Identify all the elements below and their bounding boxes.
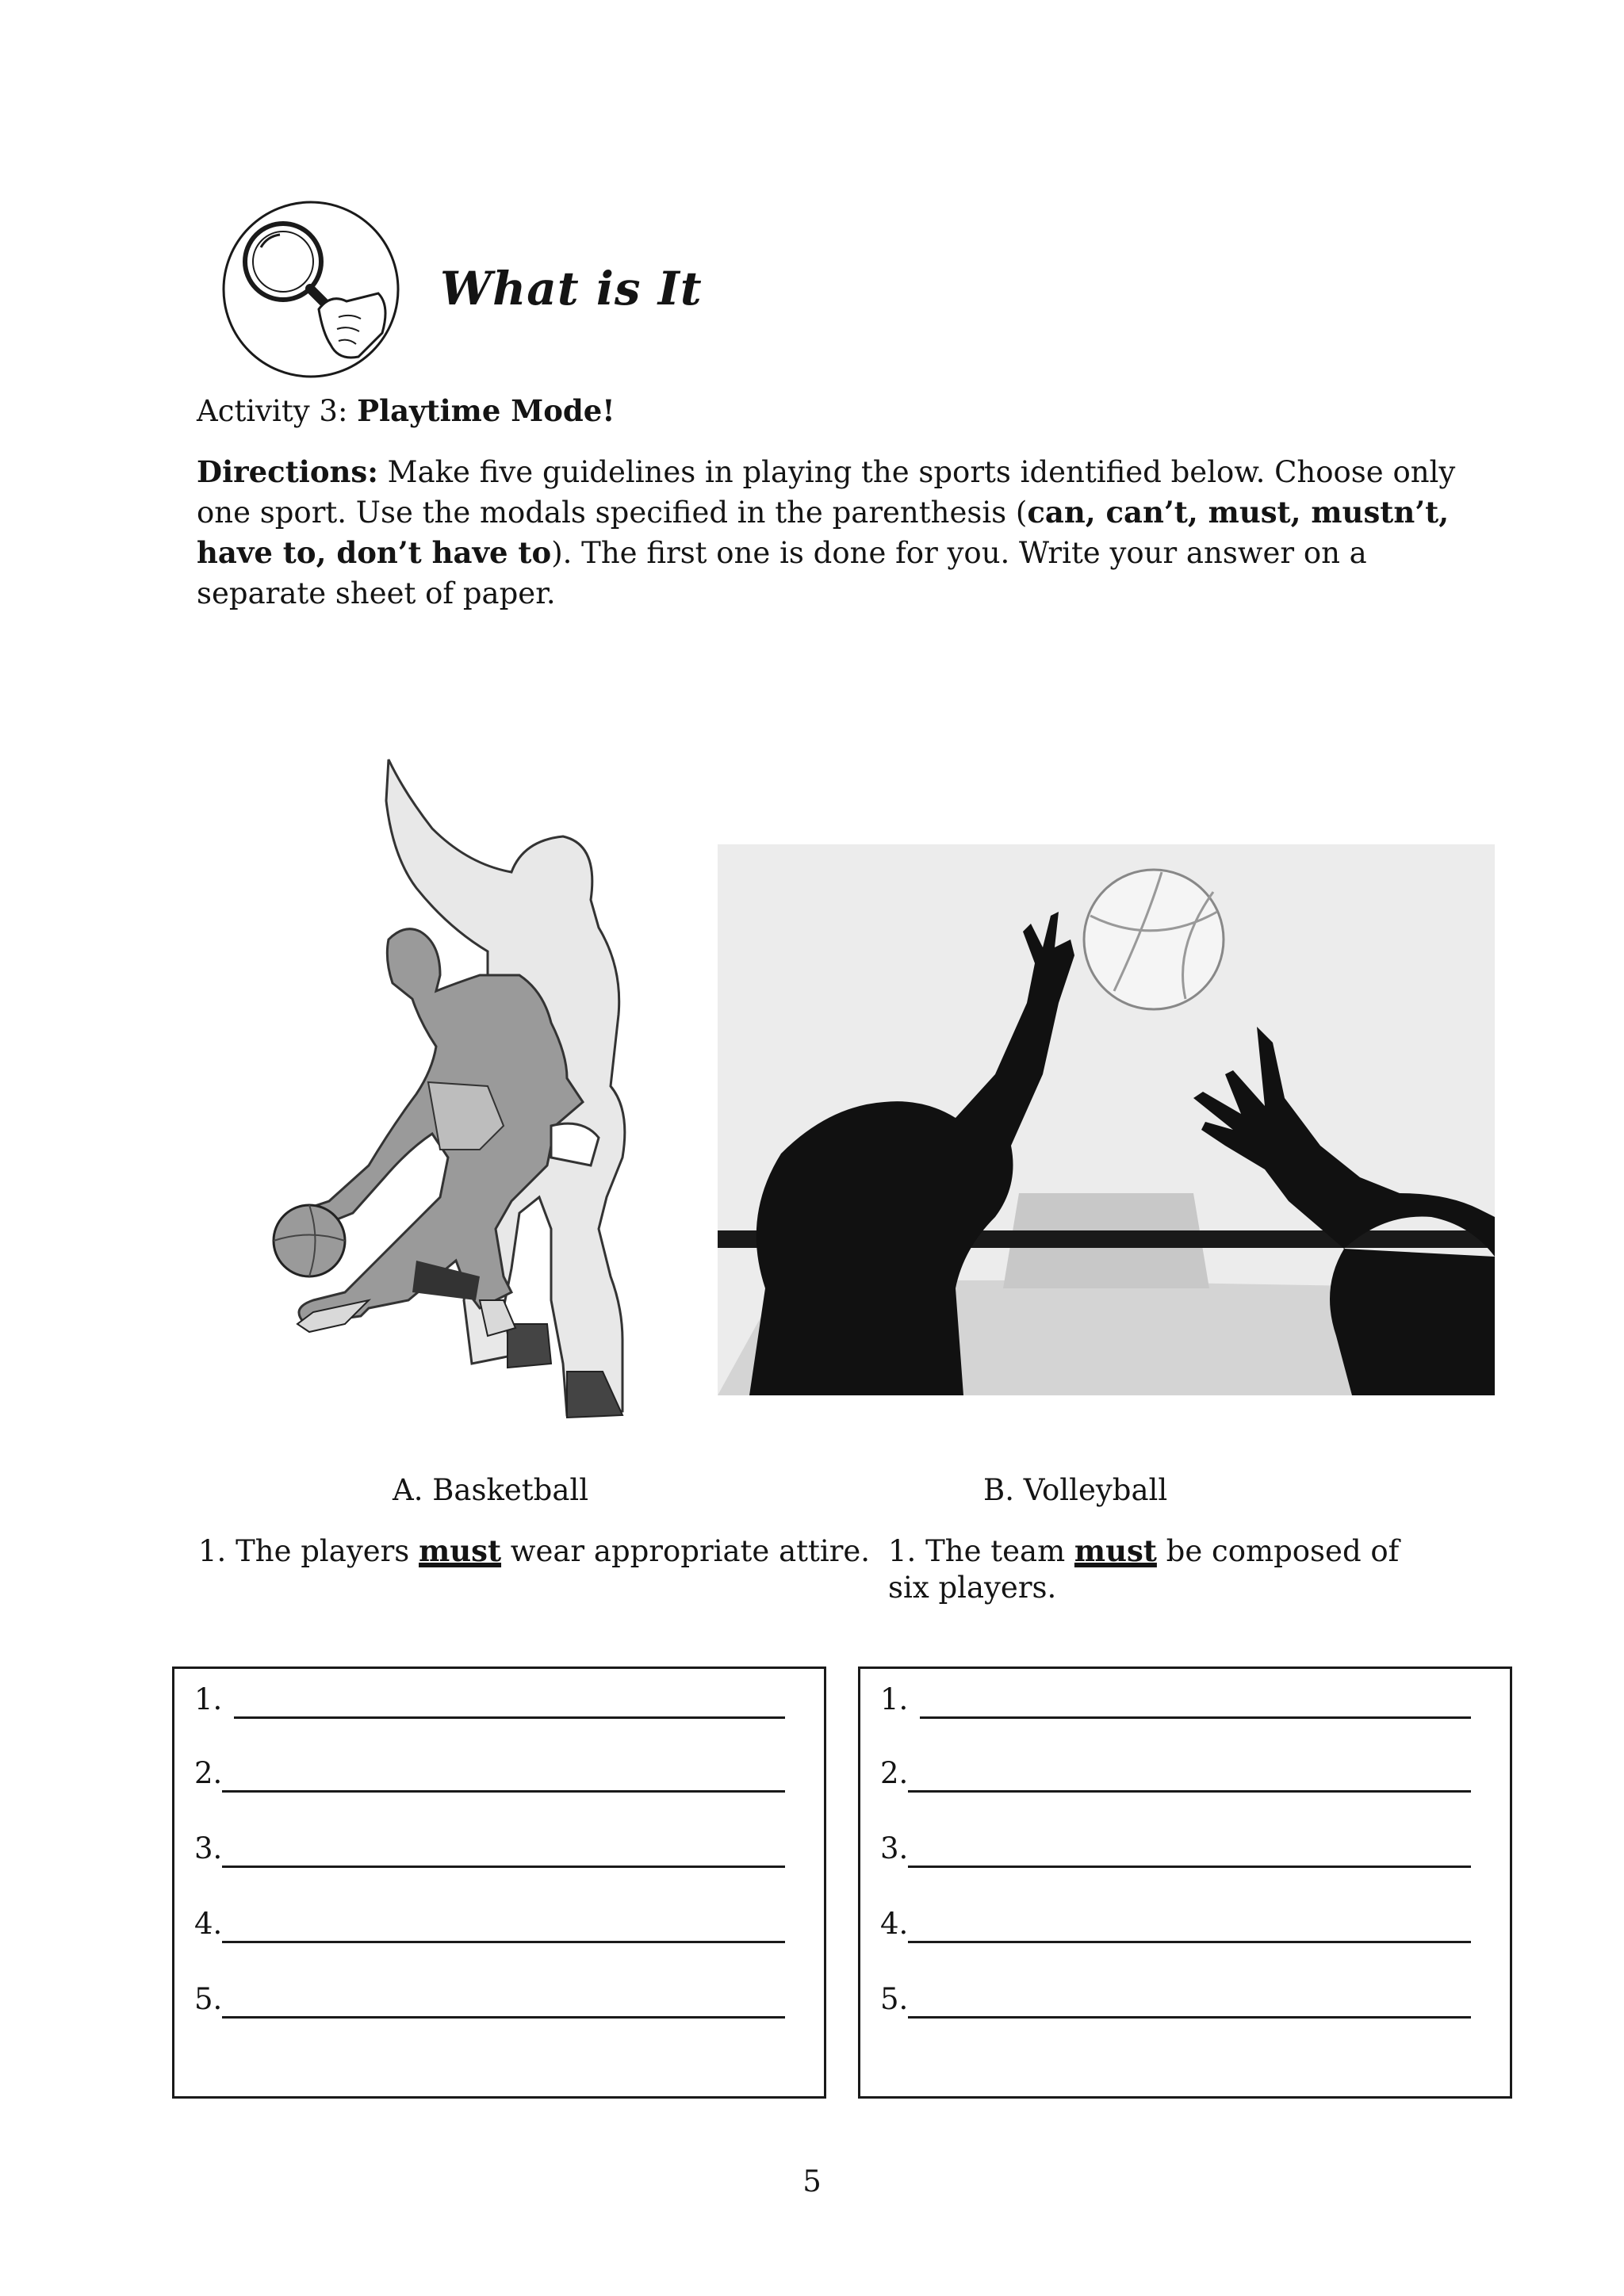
directions-line-4: separate sheet of paper. <box>197 576 556 610</box>
activity-heading <box>197 393 615 428</box>
answer-line[interactable] <box>222 1790 785 1793</box>
answer-line[interactable] <box>222 1866 785 1868</box>
example-basketball: 1. The players must wear appropriate attire. <box>198 1533 871 1568</box>
modal-must: must <box>419 1533 502 1568</box>
directions-line-1: Directions: Make five guidelines in playing the sports identified below. Choose only <box>197 454 1456 489</box>
answer-number: 5. <box>194 1982 223 2016</box>
caption-basketball: A. Basketball <box>393 1473 589 1507</box>
answer-number: 4. <box>880 1907 909 1941</box>
answer-line[interactable] <box>908 1866 1471 1868</box>
answer-number: 1. <box>880 1682 909 1716</box>
directions <box>197 452 1465 614</box>
caption-volleyball: B. Volleyball <box>983 1473 1168 1507</box>
answer-number: 3. <box>194 1831 223 1866</box>
basketball-illustration <box>250 753 662 1427</box>
answer-line[interactable] <box>222 1941 785 1943</box>
activity-name: Playtime Mode! <box>357 393 615 428</box>
answer-box-basketball <box>172 1667 826 2099</box>
magnifying-glass-icon <box>220 198 402 381</box>
answer-line[interactable] <box>222 2016 785 2019</box>
answer-number: 2. <box>880 1756 909 1790</box>
directions-line-2: one sport. Use the modals specified in the parenthesis (can, can’t, must, mustn’t, <box>197 495 1450 530</box>
answer-line[interactable] <box>908 2016 1471 2019</box>
answer-number: 4. <box>194 1907 223 1941</box>
answer-line[interactable] <box>234 1716 785 1719</box>
answer-number: 3. <box>880 1831 909 1866</box>
answer-number: 2. <box>194 1756 223 1790</box>
answer-line[interactable] <box>908 1790 1471 1793</box>
volleyball-photo <box>718 844 1495 1395</box>
section-title: What is It <box>440 262 703 316</box>
directions-line-3: have to, don’t have to). The first one is done for you. Write your answer on a <box>197 535 1367 570</box>
answer-box-volleyball <box>858 1667 1512 2099</box>
modal-must: must <box>1074 1533 1157 1568</box>
answer-line[interactable] <box>908 1941 1471 1943</box>
answer-line[interactable] <box>920 1716 1471 1719</box>
answer-number: 1. <box>194 1682 223 1716</box>
page-number: 5 <box>802 2164 822 2198</box>
activity-label: Activity 3: <box>197 394 358 428</box>
directions-label: Directions: <box>197 454 378 489</box>
example-volleyball: 1. The team must be composed of six players. <box>888 1533 1400 1605</box>
answer-number: 5. <box>880 1982 909 2016</box>
